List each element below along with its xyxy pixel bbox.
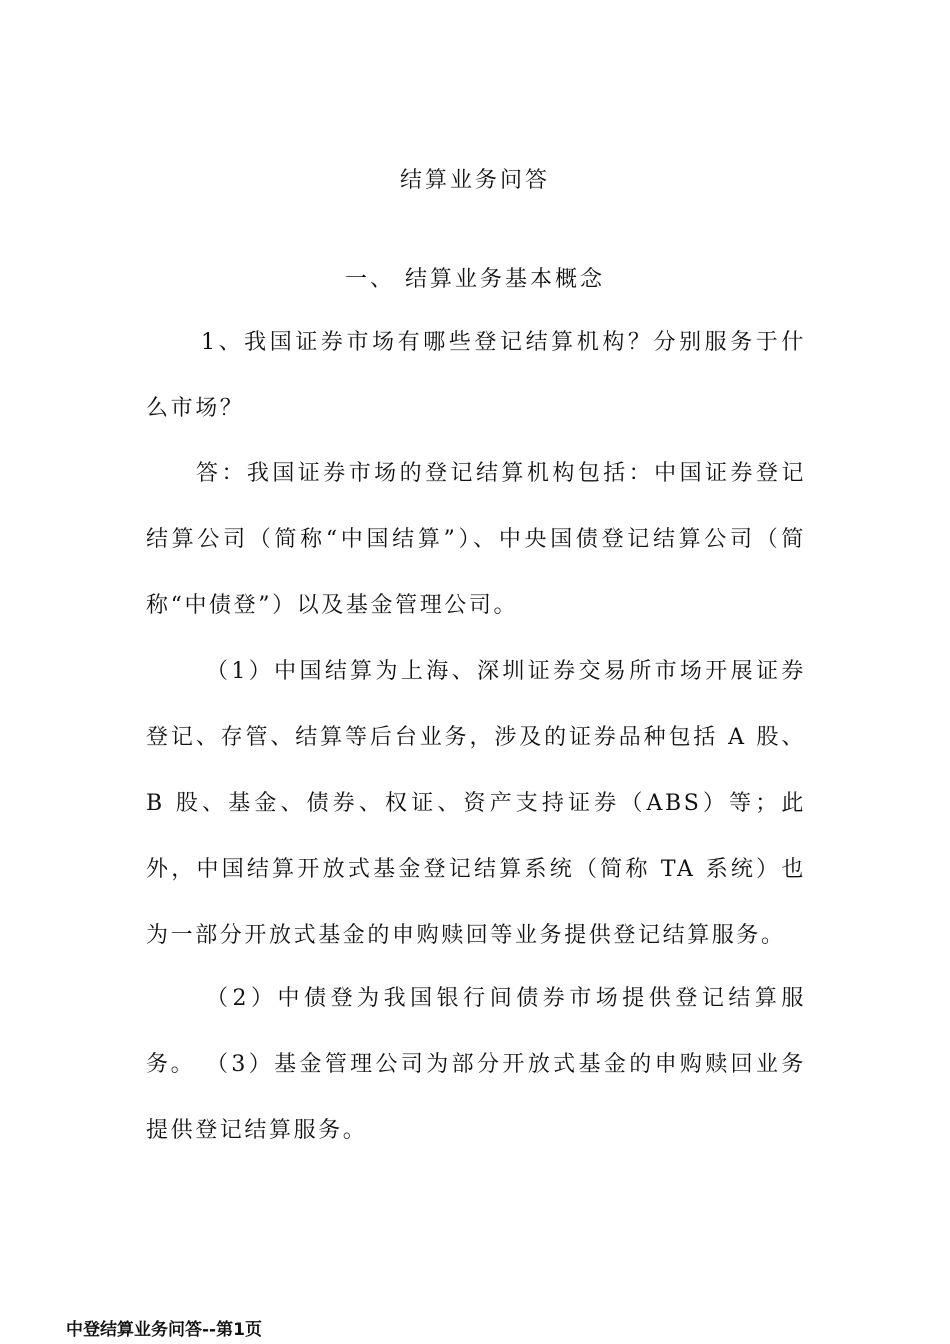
answer-item-1: （1）中国结算为上海、深圳证券交易所市场开展证券登记、存管、结算等后台业务，涉及的证券品种包括 A 股、B 股、基金、债券、权证、资产支持证券（ABS）等；此外，中国结算开放式基金登记结算系统（简称 TA 系统）也为一部分开放式基金的申购赎回等业务提供登记结算服务。: [146, 659, 806, 948]
page-footer: 中登结算业务问答--第1页: [66, 1320, 262, 1340]
answer-item-3: （3）基金管理公司为部分开放式基金的申购赎回业务提供登记结算服务。: [146, 1052, 806, 1143]
document-title: 结算业务问答: [399, 168, 550, 193]
question-paragraph: 1、我国证券市场有哪些登记结算机构？分别服务于什么市场？: [146, 330, 806, 421]
section-heading: 一、 结算业务基本概念: [345, 267, 605, 292]
answer-item-2: （2）中债登为我国银行间债券市场提供登记结算服务。: [146, 986, 806, 1077]
answer-paragraph: 答：我国证券市场的登记结算机构包括：中国证券登记结算公司（简称“中国结算”）、中央国债登记结算公司（简称“中债登”）以及基金管理公司。: [146, 461, 806, 618]
